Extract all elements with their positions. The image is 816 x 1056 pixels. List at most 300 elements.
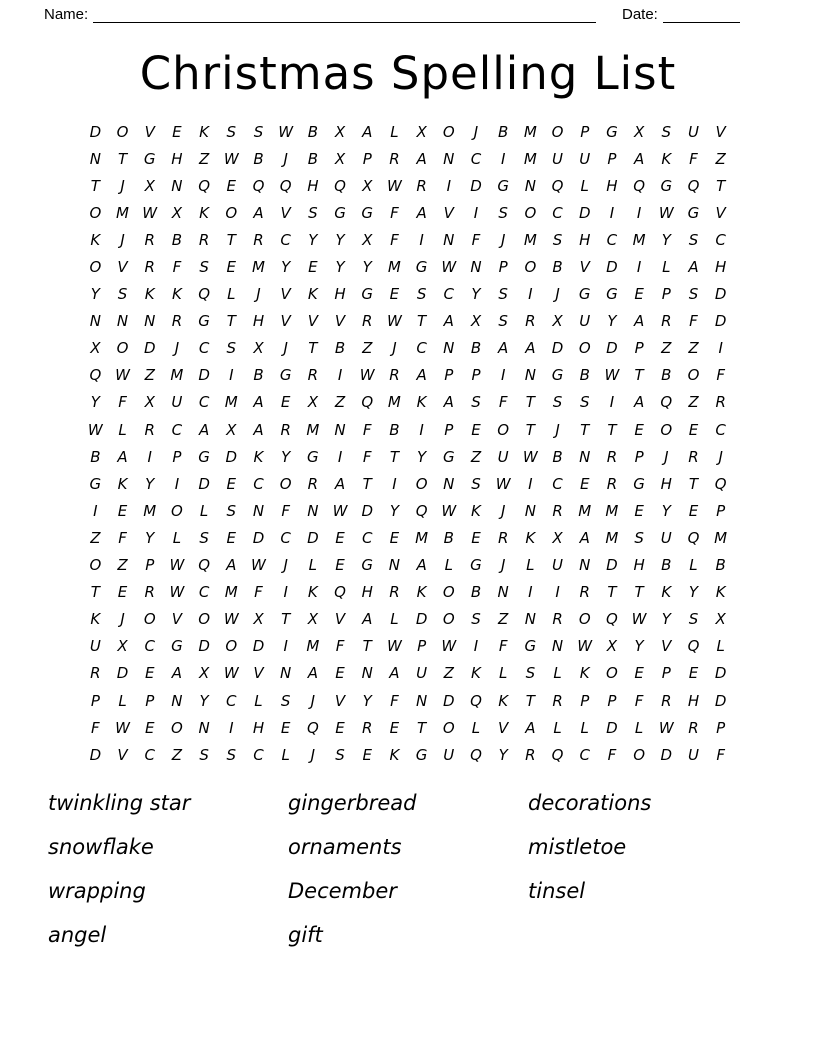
grid-letter: A <box>688 258 699 277</box>
grid-letter: J <box>555 285 560 304</box>
grid-letter: I <box>500 149 506 168</box>
grid-letter: H <box>687 691 700 710</box>
grid-letter: V <box>715 122 726 141</box>
letter-grid <box>0 118 816 768</box>
grid-letter: F <box>335 637 345 656</box>
grid-letter: C <box>470 149 482 168</box>
grid-row <box>82 497 735 524</box>
grid-letter: E <box>634 285 644 304</box>
word-list-column <box>48 792 288 947</box>
grid-letter: N <box>579 447 591 466</box>
grid-letter: E <box>389 528 400 547</box>
grid-letter: S <box>199 745 209 764</box>
word-list-item: ornaments <box>288 835 402 860</box>
grid-letter: L <box>390 122 399 141</box>
grid-letter: M <box>224 583 238 602</box>
grid-letter: R <box>307 366 319 385</box>
grid-letter: B <box>307 149 318 168</box>
grid-letter: V <box>117 745 128 764</box>
grid-letter: F <box>254 583 263 602</box>
grid-letter: L <box>444 556 453 575</box>
grid-letter: O <box>171 501 183 520</box>
grid-letter: T <box>525 691 535 710</box>
grid-letter: K <box>715 583 726 602</box>
grid-letter: M <box>632 230 646 249</box>
grid-letter: Q <box>198 176 210 195</box>
grid-letter: P <box>444 420 454 439</box>
grid-letter: I <box>528 474 533 493</box>
grid-letter: X <box>552 312 563 331</box>
grid-letter: Z <box>688 393 699 412</box>
grid-letter: D <box>714 691 727 710</box>
grid-letter: R <box>389 583 400 602</box>
grid-letter: W <box>251 556 266 575</box>
grid-letter: R <box>144 230 155 249</box>
grid-letter: F <box>471 230 481 249</box>
grid-letter: U <box>579 149 591 168</box>
grid-letter: Y <box>661 501 671 520</box>
grid-letter: Z <box>443 664 454 683</box>
grid-letter: N <box>443 339 455 358</box>
grid-letter: F <box>362 447 372 466</box>
grid-letter: O <box>116 339 129 358</box>
grid-letter: E <box>226 258 237 277</box>
grid-letter: U <box>497 447 509 466</box>
grid-letter: J <box>392 339 397 358</box>
grid-letter: L <box>553 664 562 683</box>
grid-letter: Y <box>389 501 399 520</box>
grid-letter: S <box>471 610 481 629</box>
grid-letter: Y <box>335 258 345 277</box>
grid-letter: U <box>687 122 699 141</box>
grid-letter: K <box>307 285 318 304</box>
grid-letter: A <box>226 556 237 575</box>
grid-letter: A <box>633 149 645 168</box>
grid-letter: L <box>716 637 725 656</box>
grid-row <box>82 443 735 470</box>
grid-letter: N <box>307 501 319 520</box>
grid-letter: X <box>470 312 482 331</box>
grid-row <box>82 714 735 741</box>
grid-letter: O <box>198 610 210 629</box>
grid-letter: R <box>497 528 509 547</box>
word-list-item: snowflake <box>48 835 154 860</box>
grid-letter: U <box>552 149 564 168</box>
date-blank-line <box>663 7 740 23</box>
grid-letter: X <box>552 528 563 547</box>
grid-letter: Q <box>198 556 210 575</box>
grid-letter: O <box>660 420 673 439</box>
grid-letter: S <box>552 393 563 412</box>
grid-letter: H <box>606 176 618 195</box>
grid-letter: Y <box>335 230 345 249</box>
grid-letter: U <box>687 745 699 764</box>
grid-letter: C <box>416 339 427 358</box>
grid-letter: D <box>198 474 210 493</box>
grid-letter: Z <box>498 610 509 629</box>
grid-letter: I <box>229 718 234 737</box>
grid-letter: J <box>120 230 125 249</box>
grid-letter: D <box>714 664 727 683</box>
grid-letter: W <box>115 718 130 737</box>
grid-letter: D <box>660 745 673 764</box>
grid-letter: B <box>552 258 563 277</box>
grid-letter: F <box>498 637 508 656</box>
grid-letter: U <box>416 664 428 683</box>
grid-letter: P <box>661 664 671 683</box>
grid-row <box>82 416 735 443</box>
grid-letter: I <box>446 176 451 195</box>
grid-letter: N <box>524 501 536 520</box>
grid-letter: N <box>361 664 373 683</box>
grid-letter: P <box>634 339 644 358</box>
grid-letter: C <box>198 583 210 602</box>
grid-letter: C <box>552 474 563 493</box>
grid-letter: A <box>579 528 590 547</box>
grid-letter: Y <box>145 474 155 493</box>
grid-letter: V <box>144 122 155 141</box>
grid-letter: O <box>606 664 618 683</box>
grid-letter: F <box>607 745 617 764</box>
grid-letter: K <box>525 528 536 547</box>
grid-letter: X <box>715 610 726 629</box>
grid-letter: A <box>198 420 210 439</box>
grid-letter: S <box>688 285 699 304</box>
grid-letter: O <box>225 637 238 656</box>
name-label: Name: <box>44 6 89 23</box>
grid-letter: N <box>171 691 183 710</box>
grid-letter: E <box>389 285 400 304</box>
grid-letter: E <box>280 718 291 737</box>
grid-letter: N <box>116 312 129 331</box>
grid-letter: X <box>90 339 101 358</box>
grid-letter: X <box>606 637 618 656</box>
grid-letter: M <box>306 637 320 656</box>
grid-letter: X <box>362 176 373 195</box>
grid-letter: C <box>715 420 726 439</box>
grid-letter: W <box>577 637 593 656</box>
grid-letter: Z <box>362 339 373 358</box>
grid-letter: G <box>687 203 700 222</box>
grid-letter: B <box>253 149 264 168</box>
grid-letter: D <box>225 447 238 466</box>
grid-letter: D <box>470 176 482 195</box>
grid-letter: D <box>443 691 455 710</box>
grid-letter: Z <box>171 745 183 764</box>
grid-letter: G <box>334 203 346 222</box>
grid-letter: I <box>718 339 723 358</box>
grid-letter: R <box>606 447 618 466</box>
grid-letter: L <box>118 691 127 710</box>
grid-letter: R <box>416 176 427 195</box>
grid-letter: Y <box>607 312 617 331</box>
grid-letter: R <box>552 501 563 520</box>
grid-letter: X <box>334 149 346 168</box>
grid-letter: D <box>252 637 265 656</box>
grid-letter: A <box>416 556 427 575</box>
grid-letter: D <box>714 285 727 304</box>
grid-letter: W <box>332 501 348 520</box>
grid-letter: B <box>443 528 454 547</box>
grid-letter: R <box>525 745 536 764</box>
grid-letter: T <box>308 339 318 358</box>
grid-letter: N <box>89 312 101 331</box>
grid-letter: V <box>334 610 346 629</box>
grid-letter: R <box>552 610 563 629</box>
grid-row <box>82 226 735 253</box>
grid-letter: K <box>199 203 210 222</box>
grid-letter: I <box>636 203 642 222</box>
grid-letter: I <box>337 366 343 385</box>
grid-letter: N <box>443 149 455 168</box>
grid-letter: I <box>500 366 506 385</box>
grid-letter: J <box>120 176 125 195</box>
grid-letter: J <box>283 339 288 358</box>
grid-letter: E <box>226 528 237 547</box>
header <box>0 0 816 23</box>
grid-letter: S <box>335 745 345 764</box>
grid-letter: J <box>174 339 180 358</box>
grid-letter: G <box>361 556 374 575</box>
grid-letter: G <box>660 176 673 195</box>
grid-letter: E <box>688 501 699 520</box>
grid-letter: A <box>253 203 264 222</box>
grid-letter: F <box>498 393 508 412</box>
grid-letter: T <box>634 583 644 602</box>
date-section <box>622 6 740 23</box>
grid-letter: O <box>442 610 455 629</box>
grid-letter: T <box>362 637 372 656</box>
grid-letter: C <box>606 230 618 249</box>
grid-letter: J <box>664 447 669 466</box>
grid-letter: H <box>307 176 319 195</box>
grid-letter: E <box>226 176 237 195</box>
grid-letter: M <box>605 501 619 520</box>
grid-letter: N <box>443 230 455 249</box>
grid-letter: E <box>579 474 590 493</box>
word-list-column <box>528 792 768 947</box>
grid-letter: E <box>634 420 644 439</box>
grid-letter: R <box>579 583 590 602</box>
grid-letter: I <box>174 474 180 493</box>
grid-letter: W <box>495 474 511 493</box>
grid-letter: P <box>362 149 372 168</box>
grid-letter: Y <box>281 258 291 277</box>
grid-letter: A <box>117 447 128 466</box>
grid-letter: G <box>551 366 564 385</box>
grid-letter: R <box>253 230 264 249</box>
grid-letter: B <box>552 447 563 466</box>
grid-letter: J <box>555 420 560 439</box>
grid-letter: G <box>470 556 482 575</box>
grid-letter: Z <box>688 339 699 358</box>
grid-row <box>82 687 735 714</box>
grid-letter: C <box>715 230 726 249</box>
grid-letter: P <box>145 691 155 710</box>
grid-letter: G <box>442 447 455 466</box>
grid-letter: S <box>226 501 237 520</box>
grid-letter: J <box>256 285 261 304</box>
grid-letter: W <box>604 366 620 385</box>
grid-letter: G <box>143 149 156 168</box>
grid-letter: V <box>715 203 726 222</box>
grid-letter: R <box>280 420 291 439</box>
grid-letter: V <box>280 312 291 331</box>
grid-letter: S <box>199 258 209 277</box>
name-blank-line <box>93 7 596 23</box>
grid-letter: W <box>223 664 239 683</box>
grid-letter: O <box>497 420 510 439</box>
grid-letter: S <box>579 393 590 412</box>
grid-row <box>82 308 735 335</box>
grid-letter: D <box>606 556 618 575</box>
grid-letter: D <box>361 501 373 520</box>
grid-letter: M <box>605 528 619 547</box>
grid-letter: P <box>90 691 100 710</box>
grid-row <box>82 389 735 416</box>
grid-letter: E <box>634 664 644 683</box>
grid-letter: C <box>144 745 155 764</box>
grid-letter: X <box>198 664 210 683</box>
grid-letter: D <box>198 366 210 385</box>
grid-letter: C <box>280 230 291 249</box>
grid-letter: N <box>524 176 536 195</box>
grid-letter: O <box>415 474 428 493</box>
grid-letter: V <box>280 285 291 304</box>
grid-letter: E <box>308 258 318 277</box>
grid-letter: N <box>89 149 101 168</box>
grid-letter: S <box>471 393 481 412</box>
grid-letter: A <box>633 312 645 331</box>
grid-letter: Z <box>198 149 210 168</box>
grid-letter: A <box>498 339 509 358</box>
grid-letter: R <box>144 420 155 439</box>
grid-letter: J <box>718 447 723 466</box>
grid-letter: B <box>253 366 264 385</box>
grid-letter: K <box>389 745 400 764</box>
grid-letter: T <box>607 583 617 602</box>
grid-letter: E <box>144 664 155 683</box>
grid-letter: W <box>142 203 158 222</box>
grid-letter: Z <box>470 447 482 466</box>
grid-letter: G <box>279 366 292 385</box>
grid-letter: V <box>661 637 672 656</box>
grid-row <box>82 741 735 768</box>
grid-letter: P <box>417 637 427 656</box>
grid-letter: T <box>226 230 236 249</box>
grid-letter: W <box>386 637 402 656</box>
grid-letter: E <box>335 556 345 575</box>
grid-letter: Y <box>199 691 209 710</box>
grid-letter: M <box>523 149 537 168</box>
grid-letter: S <box>308 203 318 222</box>
grid-letter: N <box>524 366 536 385</box>
grid-letter: P <box>145 556 155 575</box>
grid-letter: P <box>661 285 671 304</box>
grid-letter: L <box>118 420 127 439</box>
grid-letter: N <box>334 420 346 439</box>
grid-letter: S <box>688 610 699 629</box>
grid-letter: X <box>362 230 373 249</box>
grid-letter: S <box>634 528 644 547</box>
grid-letter: K <box>171 285 182 304</box>
grid-letter: G <box>361 203 374 222</box>
grid-letter: W <box>223 610 239 629</box>
grid-letter: K <box>199 122 210 141</box>
grid-letter: I <box>283 637 288 656</box>
grid-letter: B <box>470 339 482 358</box>
grid-letter: E <box>471 420 481 439</box>
grid-letter: V <box>498 718 509 737</box>
grid-letter: E <box>280 393 291 412</box>
grid-letter: S <box>688 230 699 249</box>
grid-letter: W <box>522 447 538 466</box>
grid-letter: R <box>688 718 699 737</box>
grid-letter: E <box>144 718 155 737</box>
grid-letter: W <box>87 420 103 439</box>
grid-letter: W <box>278 122 294 141</box>
grid-letter: Q <box>252 176 265 195</box>
grid-letter: T <box>634 366 644 385</box>
grid-letter: G <box>524 637 537 656</box>
grid-letter: I <box>609 393 615 412</box>
grid-letter: D <box>578 203 591 222</box>
grid-letter: G <box>89 474 102 493</box>
grid-letter: I <box>392 474 397 493</box>
grid-letter: N <box>524 610 536 629</box>
word-list-item: angel <box>48 923 107 948</box>
grid-row <box>82 579 735 606</box>
grid-letter: K <box>307 583 318 602</box>
grid-letter: C <box>253 474 264 493</box>
grid-letter: R <box>389 149 400 168</box>
grid-letter: U <box>443 745 455 764</box>
grid-letter: T <box>525 420 535 439</box>
grid-letter: Y <box>308 230 318 249</box>
grid-letter: E <box>335 528 345 547</box>
grid-letter: A <box>416 149 427 168</box>
grid-letter: H <box>361 583 373 602</box>
grid-letter: S <box>280 691 291 710</box>
grid-letter: T <box>362 474 372 493</box>
grid-row <box>82 362 735 389</box>
grid-letter: O <box>578 610 591 629</box>
grid-row <box>82 524 735 551</box>
grid-row <box>82 145 735 172</box>
grid-letter: Q <box>660 393 673 412</box>
grid-letter: A <box>525 718 536 737</box>
grid-letter: S <box>117 285 128 304</box>
word-list-item: December <box>288 879 397 904</box>
grid-letter: E <box>226 474 237 493</box>
grid-letter: E <box>172 122 182 141</box>
word-list-column <box>288 792 528 947</box>
grid-letter: Y <box>471 285 481 304</box>
grid-letter: V <box>579 258 590 277</box>
grid-letter: Y <box>688 583 699 602</box>
grid-letter: Y <box>661 610 671 629</box>
word-list-item: wrapping <box>48 879 146 904</box>
grid-letter: V <box>171 610 183 629</box>
grid-letter: E <box>688 420 699 439</box>
grid-letter: W <box>631 610 647 629</box>
grid-letter: R <box>144 258 155 277</box>
grid-letter: T <box>389 447 399 466</box>
grid-row <box>82 281 735 308</box>
grid-letter: B <box>470 583 482 602</box>
grid-letter: L <box>281 745 290 764</box>
grid-letter: I <box>229 366 234 385</box>
